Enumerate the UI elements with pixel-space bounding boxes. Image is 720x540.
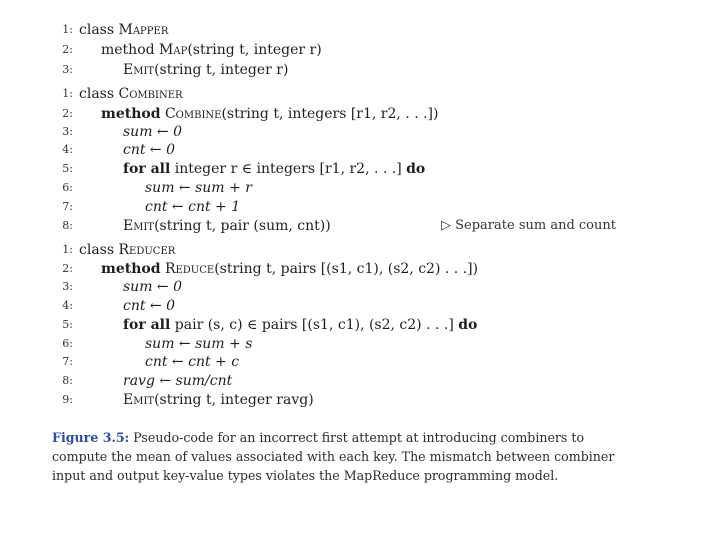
keyword: method [101,261,161,277]
keyword: method [101,42,155,58]
class-name: Combiner [118,86,183,102]
line-number: 1: [62,23,73,36]
keyword: for all [123,161,171,177]
keyword: class [79,242,115,258]
line-number: 5: [62,318,73,331]
line-number: 1: [62,87,73,100]
code-line [0,122,720,142]
statement: sum ← 0 [123,279,183,295]
method-args: (string t, integer r) [187,42,322,58]
emit-args: (string t, integer r) [154,62,289,78]
statement: pair (s, c) ∈ pairs [(s1, c1), (s2, c2) . . .] [174,317,454,333]
line-number: 2: [62,43,73,56]
code-line [0,352,720,372]
class-name: Mapper [118,22,169,38]
code-line [0,240,720,260]
code-line [0,104,720,124]
line-number: 6: [62,337,73,350]
method-name: Map [159,42,188,58]
code-line [0,60,720,80]
emit-call: Emit [123,62,155,78]
emit-call: Emit [123,218,155,234]
line-number: 9: [62,393,73,406]
code-line [0,296,720,316]
line-number: 7: [62,200,73,213]
statement: cnt ← cnt + c [145,354,240,370]
keyword: for all [123,317,171,333]
figure-label: Figure 3.5: [52,430,130,445]
code-line [0,140,720,160]
code-line [0,84,720,104]
statement: sum ← 0 [123,124,183,140]
statement: sum ← sum + r [145,180,252,196]
code-line [0,159,720,179]
keyword: method [101,106,161,122]
line-number: 4: [62,299,73,312]
statement: integer r ∈ integers [r1, r2, . . .] [174,161,402,177]
keyword: do [458,317,478,333]
line-number: 1: [62,243,73,256]
code-line [0,40,720,60]
method-args: (string t, integers [r1, r2, . . .]) [221,106,439,122]
method-name: Combine [164,106,222,122]
code-line [0,20,720,40]
line-number: 3: [62,280,73,293]
emit-args: (string t, integer ravg) [154,392,314,408]
code-line [0,315,720,335]
statement: ravg ← sum/cnt [123,373,233,389]
figure-caption [52,428,622,485]
statement: cnt ← cnt + 1 [145,199,241,215]
line-number: 4: [62,143,73,156]
code-line [0,178,720,198]
emit-call: Emit [123,392,155,408]
code-line [0,216,720,236]
line-number: 7: [62,355,73,368]
caption-text: Pseudo-code for an incorrect first attempt at introducing combiners to compute the mean of values associated with each key. The mismatch between combiner input and output key-value types violates the MapReduce programming model. [52,430,615,483]
line-number: 8: [62,374,73,387]
line-number: 6: [62,181,73,194]
method-args: (string t, pairs [(s1, c1), (s2, c2) . . .]) [214,261,479,277]
statement: cnt ← 0 [123,142,176,158]
code-line [0,334,720,354]
code-line [0,197,720,217]
line-number: 3: [62,63,73,76]
emit-args: (string t, pair (sum, cnt)) [154,218,331,234]
keyword: do [406,161,426,177]
class-name: Reducer [118,242,176,258]
keyword: class [79,22,115,38]
line-number: 3: [62,125,73,138]
code-line [0,259,720,279]
keyword: class [79,86,115,102]
code-comment: ▷ Separate sum and count [441,218,616,233]
code-line [0,371,720,391]
line-number: 5: [62,162,73,175]
statement: sum ← sum + s [145,336,253,352]
line-number: 2: [62,262,73,275]
line-number: 8: [62,219,73,232]
method-name: Reduce [164,261,215,277]
statement: cnt ← 0 [123,298,176,314]
code-line [0,390,720,410]
line-number: 2: [62,107,73,120]
code-line [0,277,720,297]
